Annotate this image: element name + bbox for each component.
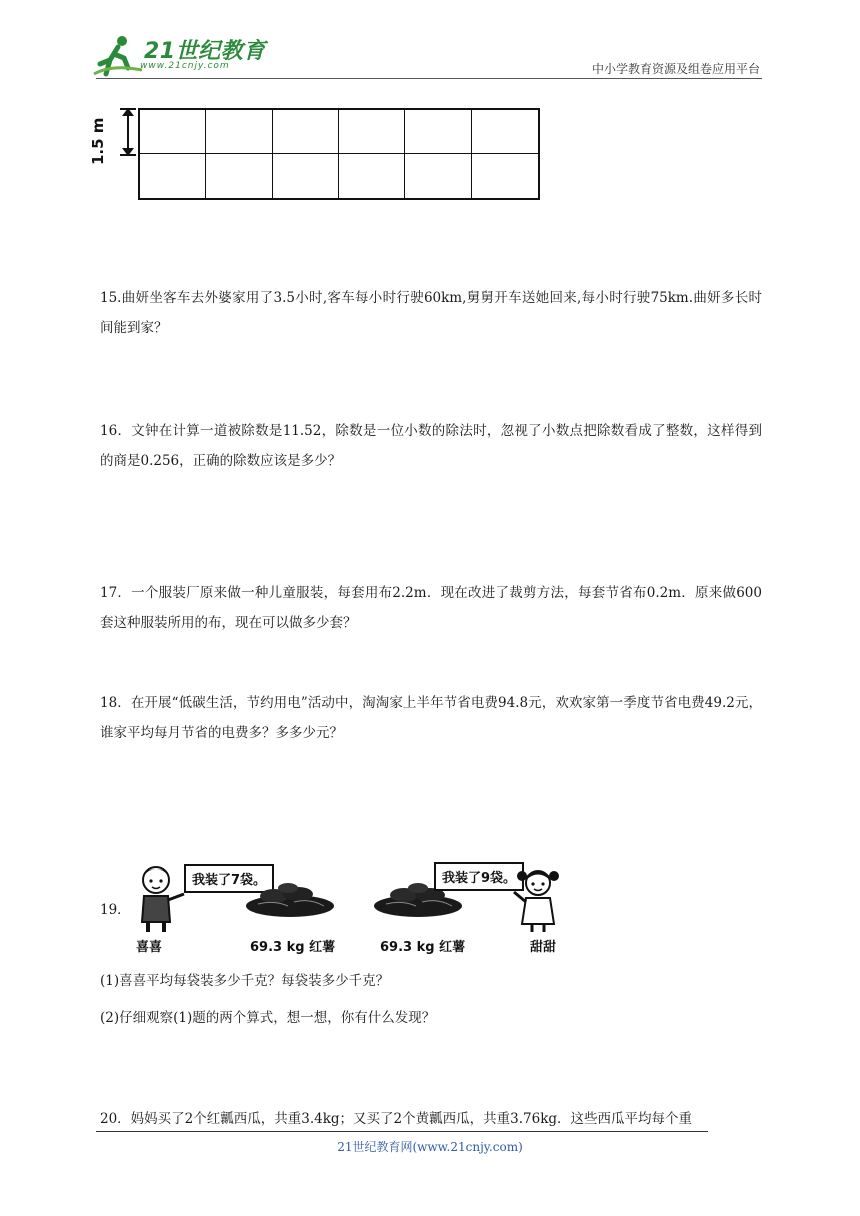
footer-text: 21世纪教育网(www.21cnjy.com)	[337, 1140, 523, 1154]
grid-cell	[472, 154, 538, 198]
header-divider	[96, 78, 762, 79]
grid-cell	[273, 154, 339, 198]
height-label: 1.5 m	[89, 117, 107, 165]
sweet-potato-pile-icon	[244, 882, 336, 918]
pile-caption-left: 69.3 kg 红薯	[250, 940, 336, 955]
logo-url-text: www.21cnjy.com	[140, 61, 230, 71]
speech-bubble-left: 我装了7袋。	[184, 864, 274, 893]
footer-divider	[96, 1131, 708, 1132]
grid-cell	[405, 110, 471, 154]
question-17: 17．一个服装厂原来做一种儿童服装，每套用布2.2m．现在改进了裁剪方法，每套节省布0.2m．原来做600套这种服装所用的布，现在可以做多少套？	[100, 585, 762, 631]
question-16: 16．文钟在计算一道被除数是11.52，除数是一位小数的除法时，忽视了小数点把除数看成了整数，这样得到的商是0.256，正确的除数应该是多少？	[100, 423, 762, 469]
question-15: 15.曲妍坐客车去外婆家用了3.5小时,客车每小时行驶60km,舅舅开车送她回来,每小时行驶75km.曲妍多长时间能到家？	[100, 290, 762, 336]
grid-cell	[339, 110, 405, 154]
grid-cell	[472, 110, 538, 154]
grid-figure	[89, 106, 550, 206]
grid-cell	[206, 110, 272, 154]
girl-figure-icon	[512, 866, 564, 934]
grid-cell	[140, 110, 206, 154]
grid-cell	[206, 154, 272, 198]
boy-figure-icon	[134, 864, 186, 934]
platform-title: 中小学教育资源及组卷应用平台	[591, 62, 760, 76]
site-logo	[92, 34, 272, 82]
question-19-illustration	[128, 856, 578, 960]
question-20: 20．妈妈买了2个红瓤西瓜，共重3.4kg；又买了2个黄瓤西瓜，共重3.76kg．这些西瓜平均每个重	[100, 1111, 693, 1127]
grid-cell	[339, 154, 405, 198]
speech-bubble-right: 我装了9袋。	[434, 862, 524, 891]
question-19-number: 19．	[100, 902, 131, 918]
logo-brand-text: 21世纪教育	[144, 39, 266, 64]
pile-caption-right: 69.3 kg 红薯	[380, 940, 466, 955]
grid-cell	[273, 110, 339, 154]
name-label-right: 甜甜	[530, 940, 557, 955]
question-19-sub1: (1)喜喜平均每袋装多少千克？每袋装多少千克？	[100, 973, 390, 989]
grid-cell	[140, 154, 206, 198]
grid-table	[138, 108, 540, 200]
question-18: 18．在开展“低碳生活，节约用电”活动中，淘淘家上半年节省电费94.8元，欢欢家第一季度节省电费49.2元，谁家平均每月节省的电费多？多多少元？	[100, 695, 762, 741]
runner-logo-icon	[92, 34, 144, 78]
question-19-sub2: (2)仔细观察(1)题的两个算式，想一想，你有什么发现？	[100, 1010, 436, 1026]
name-label-left: 喜喜	[136, 940, 163, 955]
grid-cell	[405, 154, 471, 198]
